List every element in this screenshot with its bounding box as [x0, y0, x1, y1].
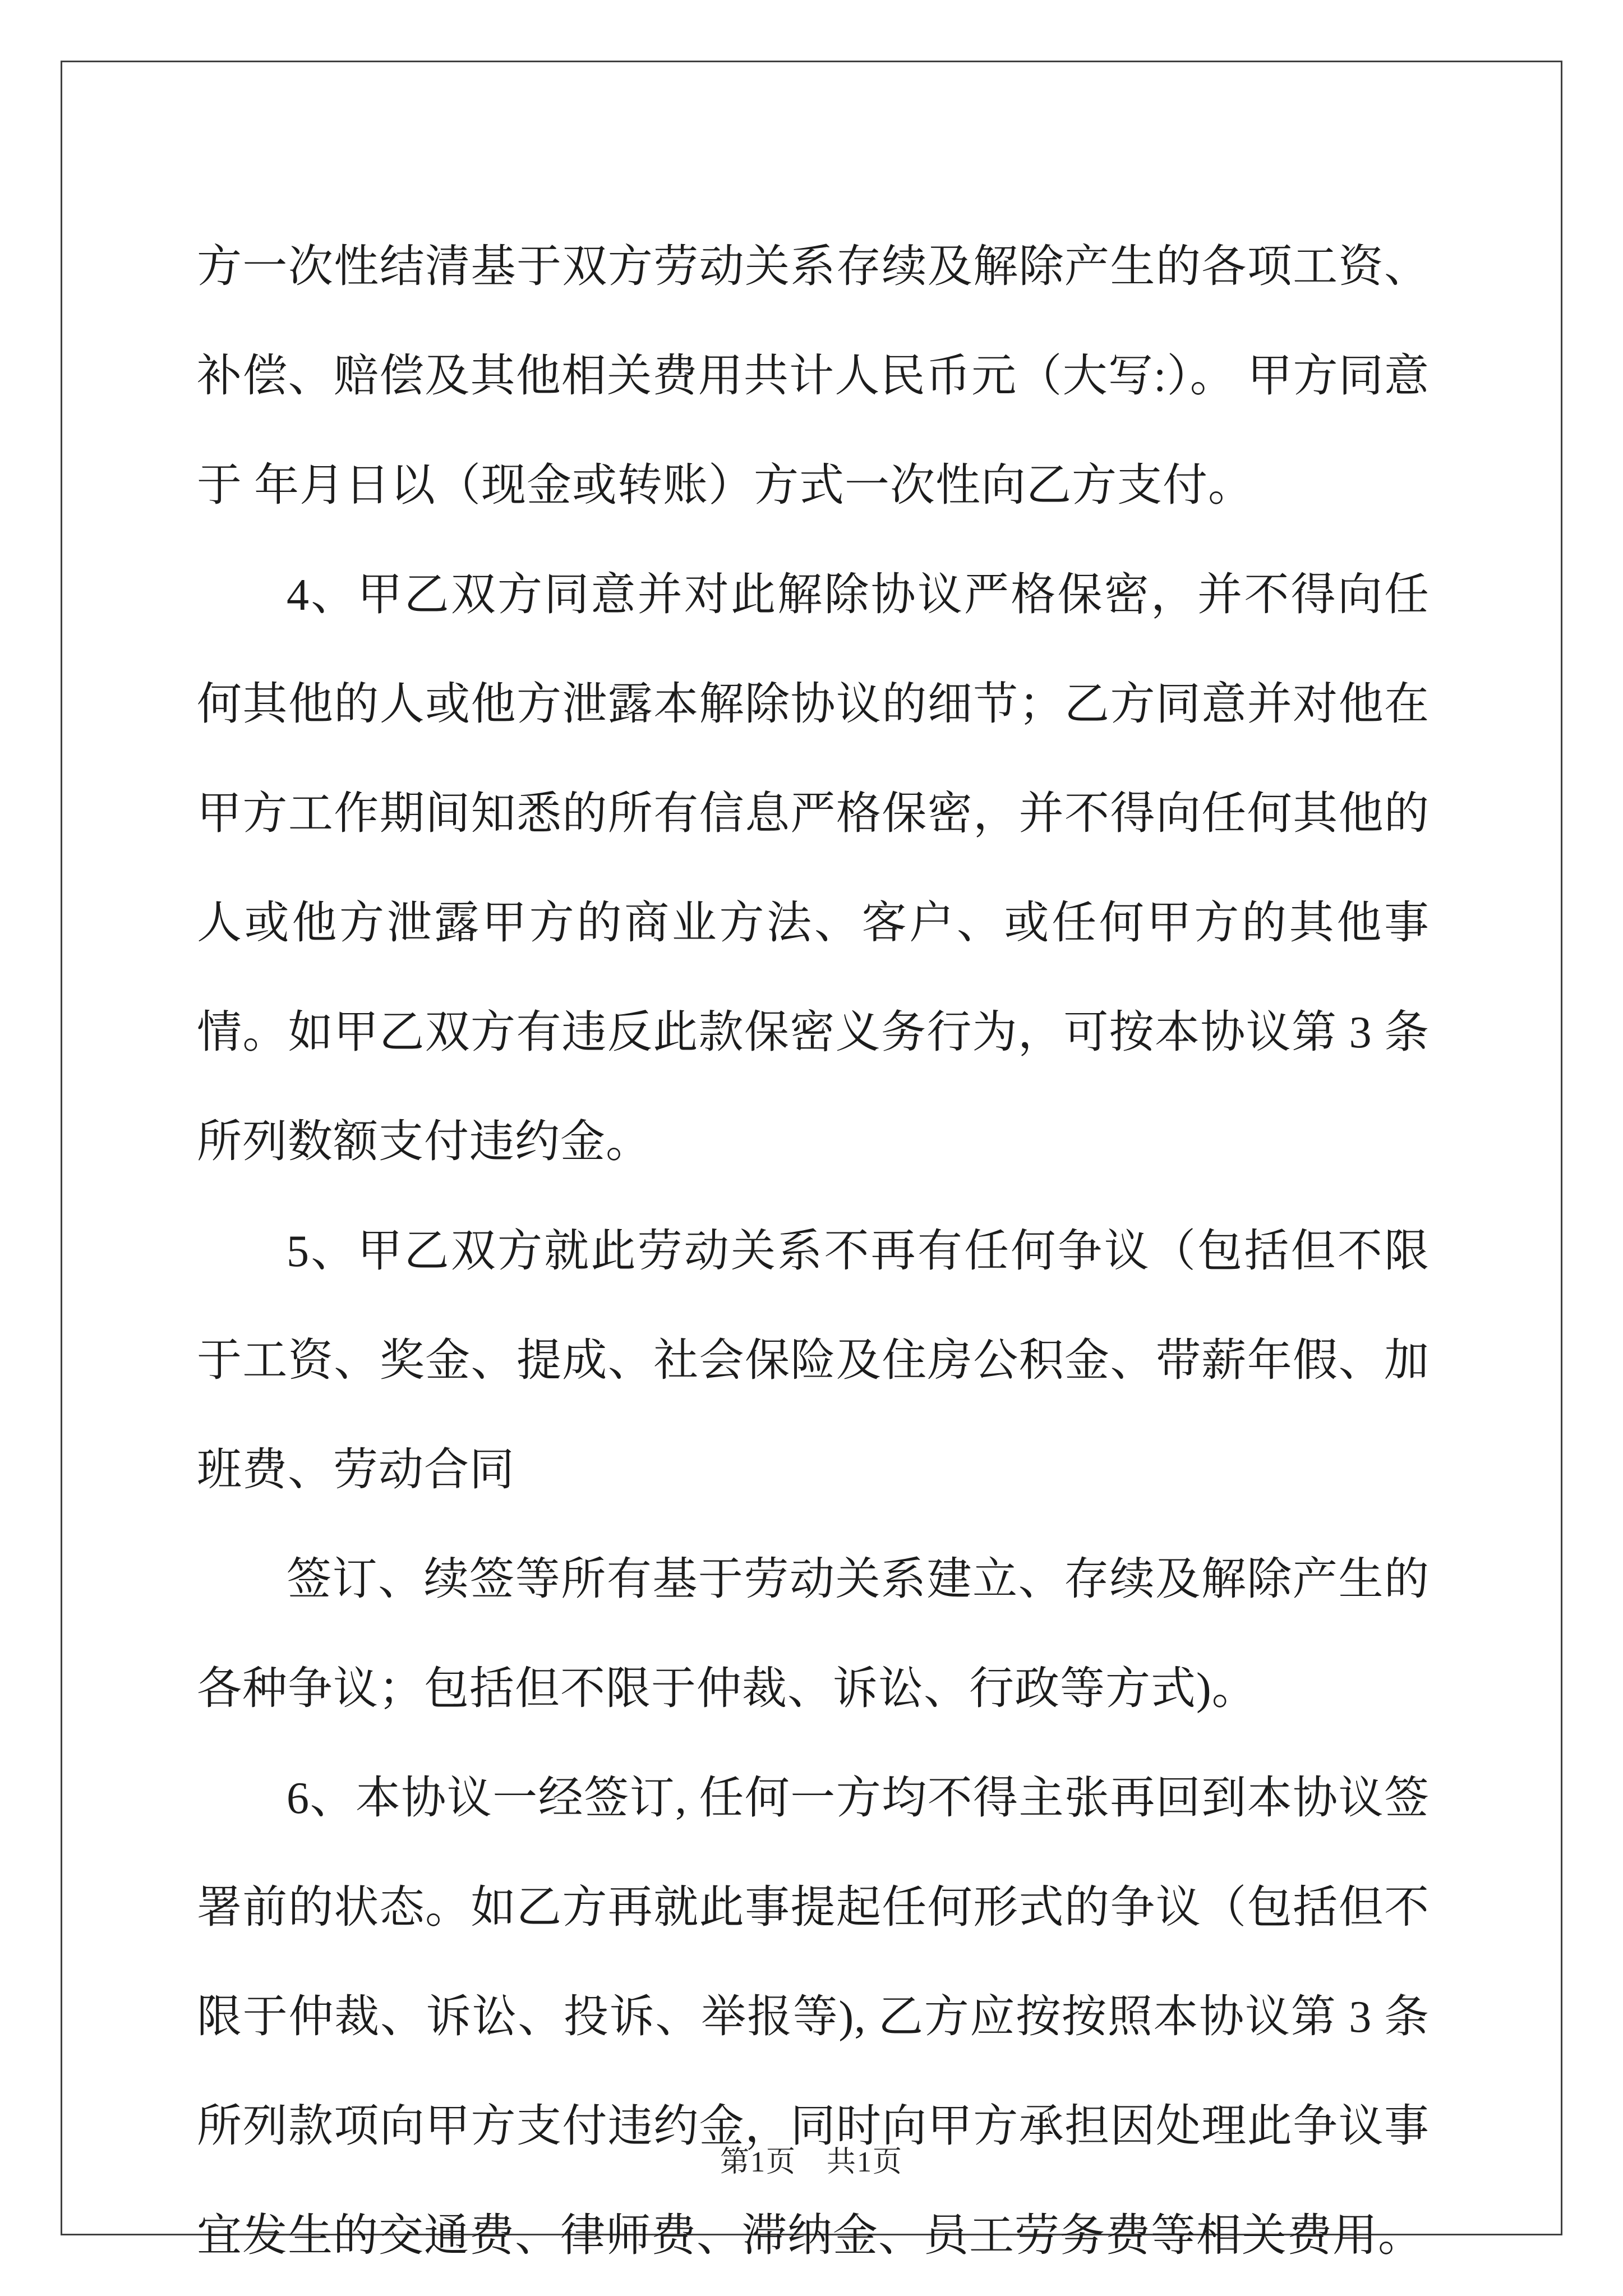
paragraph-clause-5-continued: 签订、续签等所有基于劳动关系建立、存续及解除产生的各种争议；包括但不限于仲裁、诉讼、行政等方式)。	[197, 1555, 1430, 1714]
document-body	[197, 213, 1430, 2291]
paragraph-clause-4: 4、甲乙双方同意并对此解除协议严格保密，并不得向任何其他的人或他方泄露本解除协议的细节；乙方同意并对他在甲方工作期间知悉的所有信息严格保密，并不得向任何其他的人或他方泄露甲方的商业方法、客户、或任何甲方的其他事情。如甲乙双方有违反此款保密义务行为，可按本协议第 3 条所列数额支付违约金。	[197, 570, 1430, 1167]
paragraph-continuation: 方一次性结清基于双方劳动关系存续及解除产生的各项工资、补偿、赔偿及其他相关费用共计人民币元（大写:）。 甲方同意于 年月日以（现金或转账）方式一次性向乙方支付。	[197, 242, 1430, 510]
paragraph-clause-6: 6、本协议一经签订, 任何一方均不得主张再回到本协议签署前的状态。如乙方再就此事提起任何形式的争议（包括但不限于仲裁、诉讼、投诉、举报等), 乙方应按按照本协议第 3 条所列款项向甲方支付违约金，同时向甲方承担因处理此争议事宜发生的交通费、律师费、滞纳金、员工劳务费等相关费用。	[197, 1774, 1430, 2261]
paragraph-clause-5: 5、甲乙双方就此劳动关系不再有任何争议（包括但不限于工资、奖金、提成、社会保险及住房公积金、带薪年假、加班费、劳动合同	[197, 1227, 1430, 1495]
page-footer: 第1页 共1页	[720, 2146, 903, 2178]
page-border	[61, 61, 1562, 2261]
